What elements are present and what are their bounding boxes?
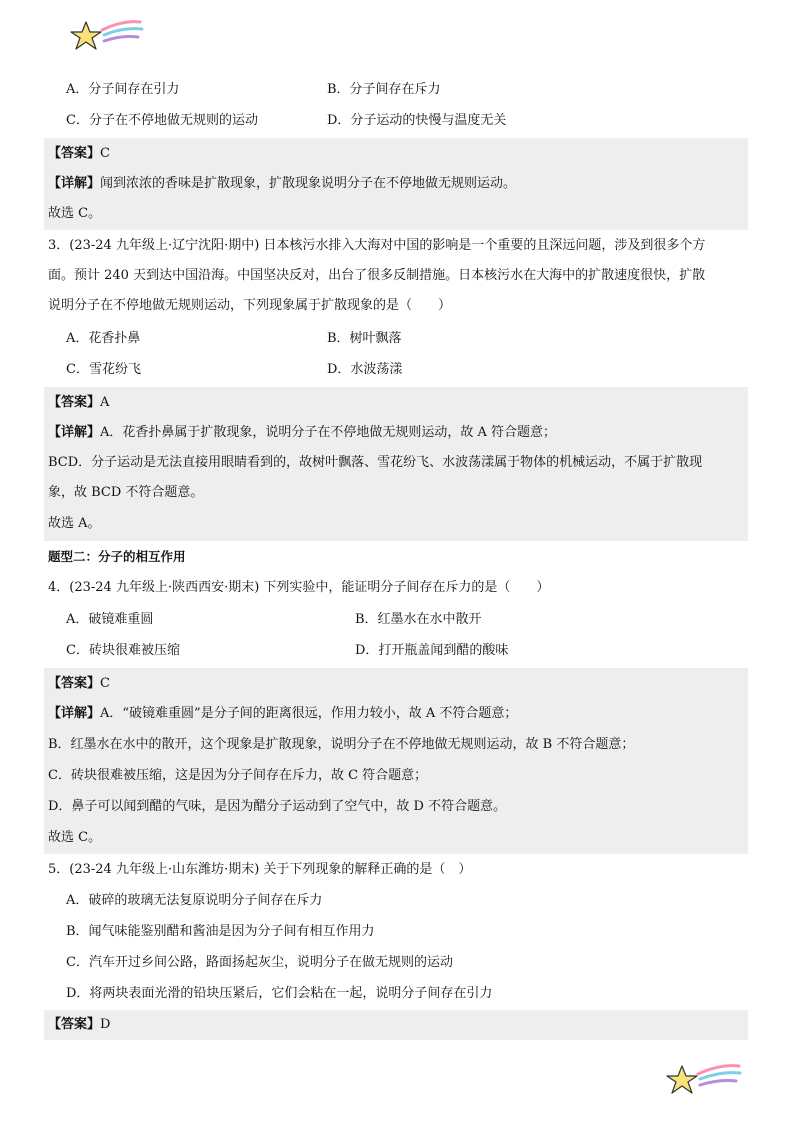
q3-detail-line: BCD．分子运动是无法直接用眼睛看到的，故树叶飘落、雪花纷飞、水波荡漾属于物体的机械运动，不属于扩散现 [48, 455, 703, 470]
shooting-star-icon [68, 16, 144, 58]
q3-conclusion: 故选 A。 [48, 516, 101, 531]
q3-option-d: D．水波荡漾 [327, 362, 403, 377]
q2-answer: 【答案】C [48, 146, 110, 161]
q2-option-c: C．分子在不停地做无规则的运动 [66, 113, 258, 128]
shooting-star-icon [664, 1058, 742, 1100]
q5-stem: 5．(23-24 九年级上·山东潍坊·期末) 关于下列现象的解释正确的是（ ） [48, 862, 472, 877]
q3-stem-line: 3．(23-24 九年级上·辽宁沈阳·期中) 日本核污水排入大海对中国的影响是一个重要的且深远问题，涉及到很多个方 [48, 238, 706, 253]
q2-option-d: D．分子运动的快慢与温度无关 [327, 113, 507, 128]
q3-option-c: C．雪花纷飞 [66, 362, 141, 377]
q4-detail: 【详解】A．“破镜难重圆”是分子间的距离很远，作用力较小，故 A 不符合题意； [48, 706, 518, 721]
q5-answer-box [44, 1010, 748, 1040]
q3-detail: 【详解】A．花香扑鼻属于扩散现象，说明分子在不停地做无规则运动，故 A 符合题意； [48, 425, 557, 440]
q4-option-b: B．红墨水在水中散开 [355, 612, 482, 627]
q5-answer: 【答案】D [48, 1017, 111, 1032]
q2-conclusion: 故选 C。 [48, 206, 102, 221]
q3-detail-line: 象，故 BCD 不符合题意。 [48, 485, 204, 500]
q4-detail-line: D．鼻子可以闻到醋的气味，是因为醋分子运动到了空气中，故 D 不符合题意。 [48, 799, 507, 814]
q4-detail-line: B．红墨水在水中的散开，这个现象是扩散现象，说明分子在不停地做无规则运动，故 B 不符合题意； [48, 737, 635, 752]
q5-option-d: D．将两块表面光滑的铅块压紧后，它们会粘在一起，说明分子间存在引力 [66, 986, 493, 1001]
q3-stem-line: 面。预计 240 天到达中国沿海。中国坚决反对，出台了很多反制措施。日本核污水在大海中的扩散速度很快，扩散 [48, 268, 706, 283]
q4-answer: 【答案】C [48, 676, 110, 691]
q5-option-c: C．汽车开过乡间公路，路面扬起灰尘，说明分子在做无规则的运动 [66, 955, 453, 970]
section-heading: 题型二：分子的相互作用 [48, 549, 186, 564]
q3-option-b: B．树叶飘落 [327, 331, 402, 346]
q4-option-a: A．破镜难重圆 [66, 612, 154, 627]
q5-option-b: B．闻气味能鉴别醋和酱油是因为分子间有相互作用力 [66, 924, 375, 939]
q2-option-a: A．分子间存在引力 [66, 82, 180, 97]
q2-detail: 【详解】闻到浓浓的香味是扩散现象，扩散现象说明分子在不停地做无规则运动。 [48, 176, 517, 191]
q3-answer: 【答案】A [48, 395, 110, 410]
q3-option-a: A．花香扑鼻 [66, 331, 141, 346]
q2-option-b: B．分子间存在斥力 [327, 82, 441, 97]
q4-option-c: C．砖块很难被压缩 [66, 643, 180, 658]
q4-detail-line: C．砖块很难被压缩，这是因为分子间存在斥力，故 C 符合题意； [48, 768, 428, 783]
q4-stem: 4．(23-24 九年级上·陕西西安·期末) 下列实验中，能证明分子间存在斥力的是（ ） [48, 580, 550, 595]
q5-option-a: A．破碎的玻璃无法复原说明分子间存在斥力 [66, 893, 323, 908]
q4-option-d: D．打开瓶盖闻到醋的酸味 [355, 643, 509, 658]
q4-answer-box [44, 668, 748, 854]
q3-stem-line: 说明分子在不停地做无规则运动，下列现象属于扩散现象的是（ ） [48, 298, 452, 313]
q4-conclusion: 故选 C。 [48, 830, 102, 845]
